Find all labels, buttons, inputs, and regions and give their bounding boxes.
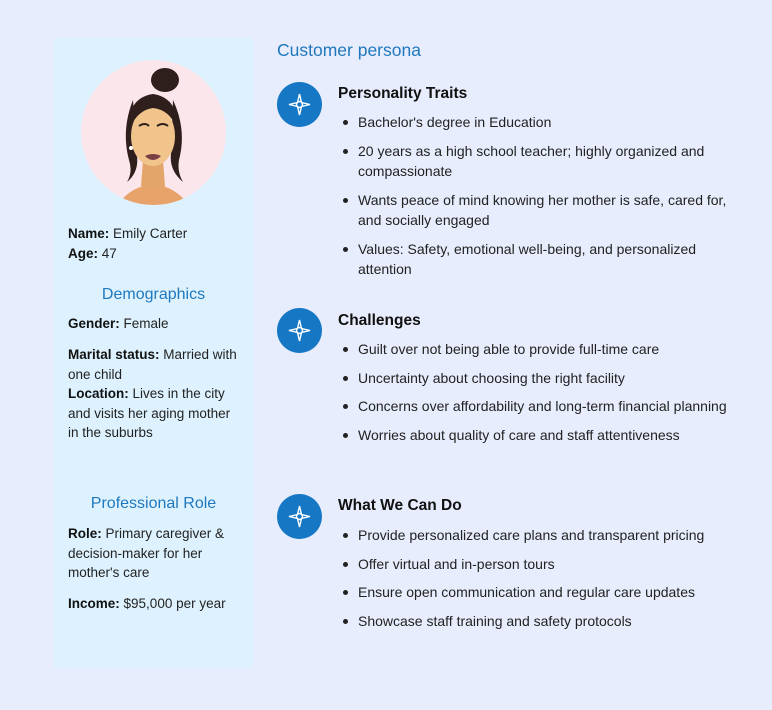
challenges-list bbox=[338, 339, 728, 453]
marital-row bbox=[68, 345, 244, 384]
location-row bbox=[68, 384, 244, 443]
list-item: Wants peace of mind knowing her mother is safe, cared for, and socially engaged bbox=[338, 190, 728, 231]
role-label: Role: bbox=[68, 526, 102, 541]
section-title-personality: Personality Traits bbox=[338, 85, 468, 102]
gender-row bbox=[68, 314, 244, 334]
personality-list bbox=[338, 112, 728, 288]
list-item: Uncertainty about choosing the right facility bbox=[338, 368, 728, 389]
income-label: Income: bbox=[68, 596, 120, 611]
location-value: Lives in the city and visits her aging mother in the suburbs bbox=[68, 386, 231, 440]
list-item: Concerns over affordability and long-term financial planning bbox=[338, 396, 728, 417]
list-item: Showcase staff training and safety protocols bbox=[338, 611, 728, 632]
list-item: Worries about quality of care and staff attentiveness bbox=[338, 425, 728, 446]
compass-icon bbox=[277, 82, 322, 127]
list-item: Provide personalized care plans and transparent pricing bbox=[338, 525, 728, 546]
location-label: Location: bbox=[68, 386, 129, 401]
persona-title: Customer persona bbox=[277, 40, 421, 60]
demographics-heading: Demographics bbox=[101, 286, 206, 303]
age-label: Age: bbox=[68, 245, 98, 261]
list-item: Guilt over not being able to provide full-time care bbox=[338, 339, 728, 360]
list-item: 20 years as a high school teacher; highly organized and compassionate bbox=[338, 141, 728, 182]
marital-location-block bbox=[68, 345, 244, 443]
section-title-what-we-can-do: What We Can Do bbox=[338, 497, 462, 514]
list-item: Bachelor's degree in Education bbox=[338, 112, 728, 133]
income-value: $95,000 per year bbox=[123, 596, 226, 611]
role-value: Primary caregiver & decision-maker for her mother's care bbox=[68, 526, 225, 580]
gender-label: Gender: bbox=[68, 316, 120, 331]
name-label: Name: bbox=[68, 226, 110, 241]
professional-heading: Professional Role bbox=[90, 495, 217, 512]
compass-icon bbox=[277, 308, 322, 353]
gender-value: Female bbox=[123, 316, 169, 331]
profile-name-age bbox=[68, 224, 244, 263]
income-row bbox=[68, 594, 244, 614]
section-title-challenges: Challenges bbox=[338, 312, 421, 329]
profile-age-row bbox=[68, 244, 244, 264]
compass-icon bbox=[277, 494, 322, 539]
age-value: 47 bbox=[101, 245, 117, 261]
profile-name-row bbox=[68, 224, 244, 244]
persona-avatar-icon bbox=[81, 60, 226, 205]
list-item: Offer virtual and in-person tours bbox=[338, 554, 728, 575]
role-row bbox=[68, 524, 244, 583]
profile-sidebar bbox=[54, 38, 253, 668]
name-value: Emily Carter bbox=[113, 226, 188, 241]
list-item: Ensure open communication and regular care updates bbox=[338, 582, 728, 603]
what-we-can-do-list bbox=[338, 525, 728, 639]
marital-label: Marital status: bbox=[68, 347, 160, 362]
list-item: Values: Safety, emotional well-being, and personalized attention bbox=[338, 239, 728, 280]
marital-value: Married with one child bbox=[68, 347, 237, 382]
